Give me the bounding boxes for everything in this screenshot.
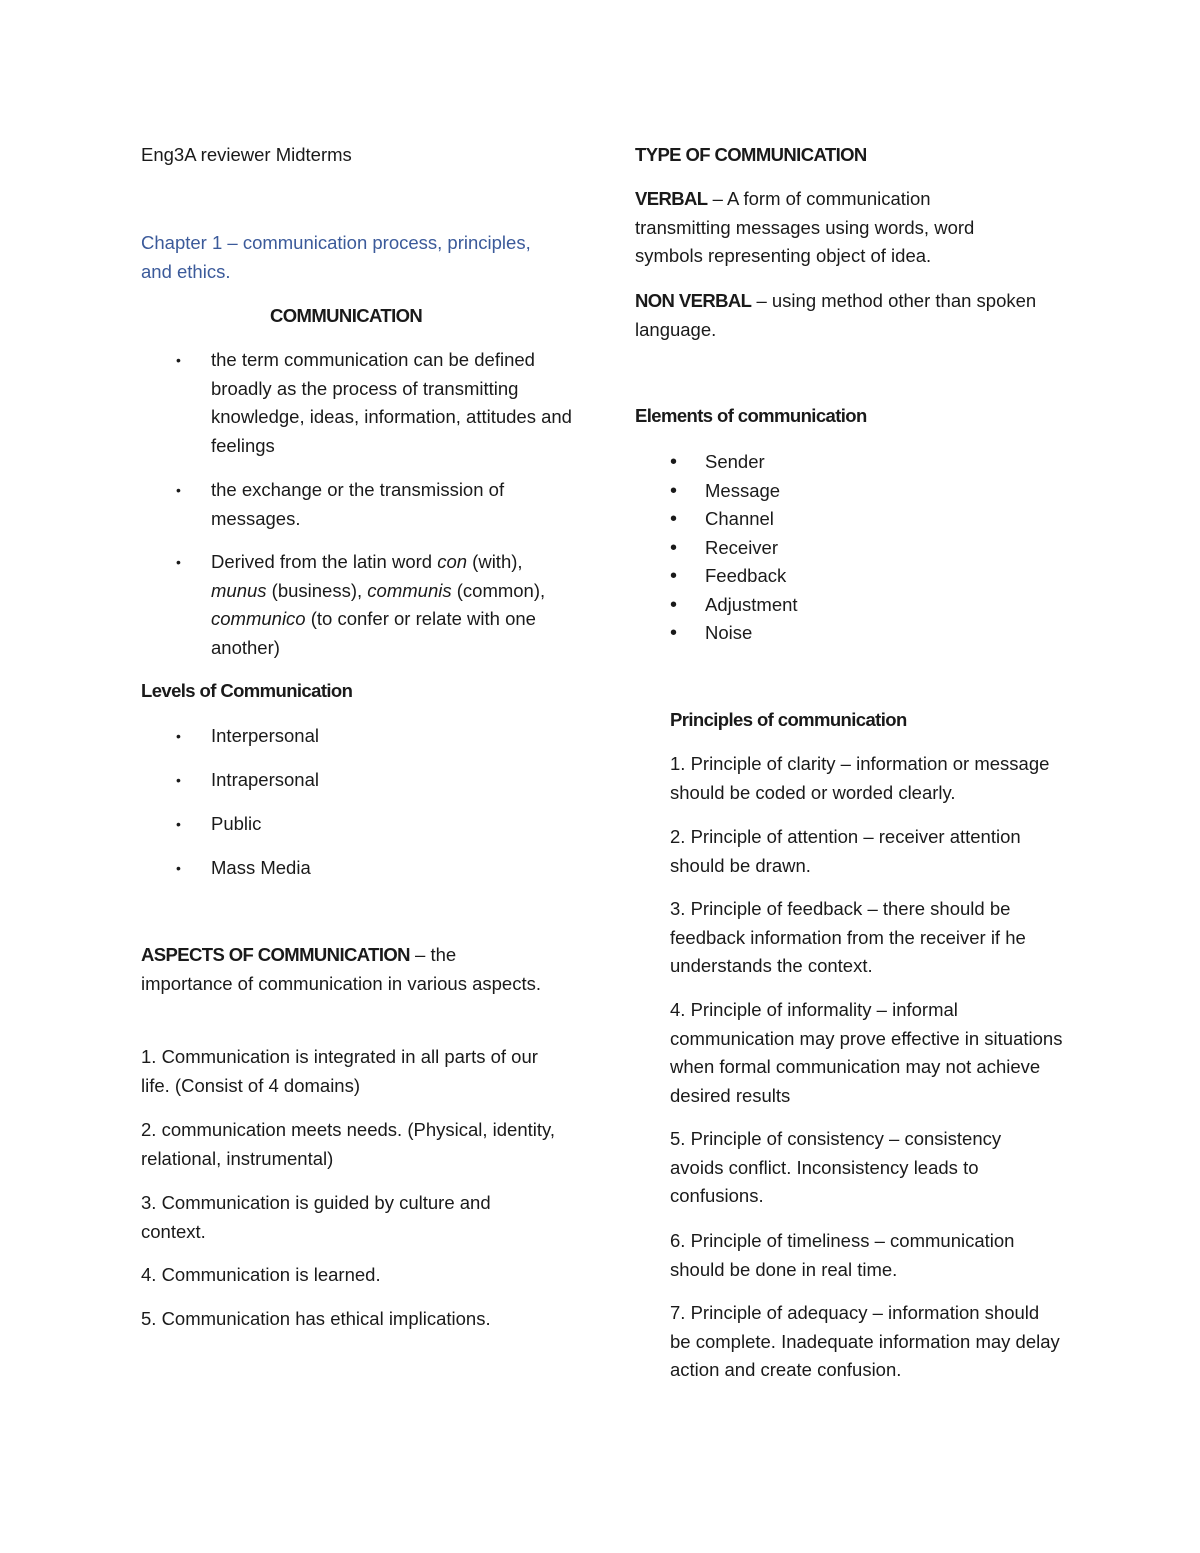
aspects-intro: ASPECTS OF COMMUNICATION – the importance of communication in various aspects. (141, 944, 541, 994)
communication-bullets-3 (141, 548, 581, 662)
bullet-icon: • (176, 860, 181, 876)
bullet-icon: • (670, 479, 678, 502)
list-item: • Sender (635, 448, 1075, 477)
list-item: • Interpersonal (141, 722, 571, 751)
aspect-item-3: 3. Communication is guided by culture and context. (141, 1192, 491, 1242)
principle-item-1: 1. Principle of clarity – information or message should be coded or worded clearly. (670, 753, 1050, 803)
principle-item-2: 2. Principle of attention – receiver attention should be drawn. (670, 826, 1021, 876)
aspect-item-1: 1. Communication is integrated in all parts of our life. (Consist of 4 domains) (141, 1046, 538, 1096)
list-item: • the exchange or the transmission of messages. (141, 476, 581, 533)
bullet-icon: • (176, 728, 181, 744)
principle-item-5: 5. Principle of consistency – consistency avoids conflict. Inconsistency leads to confusions. (670, 1128, 1002, 1206)
types-heading: TYPE OF COMMUNICATION (635, 144, 867, 165)
verbal-label: VERBAL (635, 188, 708, 209)
list-item: • Channel (635, 505, 1075, 534)
list-item: • Adjustment (635, 591, 1075, 620)
doc-title: Eng3A reviewer Midterms (141, 144, 352, 165)
chapter-heading: Chapter 1 – communication process, principles, and ethics. (141, 232, 531, 282)
principles-heading: Principles of communication (670, 709, 907, 730)
principle-item-7: 7. Principle of adequacy – information should be complete. Inadequate information may delay action and create confusion. (670, 1302, 1060, 1380)
list-item: • Public (141, 810, 571, 839)
list-item: • the term communication can be defined broadly as the process of transmitting knowledge, ideas, information, attitudes and feelings (141, 346, 581, 460)
list-item: • Noise (635, 619, 1075, 648)
communication-bullets-2 (141, 476, 581, 533)
bullet-icon: • (670, 451, 678, 473)
verbal-definition: VERBAL – A form of communication transmitting messages using words, word symbols representing object of idea. (635, 188, 975, 266)
list-item: • Derived from the latin word con (with), munus (business), communis (common), communico (to confer or relate with one another) (141, 548, 581, 662)
bullet-icon: • (176, 554, 181, 570)
list-item: • Mass Media (141, 854, 571, 883)
bullet-icon: • (670, 622, 678, 644)
list-item: • Receiver (635, 534, 1075, 563)
nonverbal-label: NON VERBAL (635, 290, 752, 311)
principle-item-3: 3. Principle of feedback – there should be feedback information from the receiver if he understands the context. (670, 898, 1026, 976)
aspect-item-5: 5. Communication has ethical implications. (141, 1308, 491, 1329)
bullet-icon: • (176, 816, 181, 832)
bullet-icon: • (670, 536, 678, 559)
bullet-icon: • (670, 508, 678, 530)
list-item: • Intrapersonal (141, 766, 571, 795)
list-item: • Feedback (635, 562, 1075, 591)
bullet-icon: • (176, 482, 181, 498)
bullet-icon: • (670, 565, 678, 587)
bullet-icon: • (176, 772, 181, 788)
bullet-icon: • (670, 593, 678, 616)
aspect-item-4: 4. Communication is learned. (141, 1264, 381, 1285)
bullet-icon: • (176, 352, 181, 368)
elements-list (635, 448, 1075, 648)
principle-item-6: 6. Principle of timeliness – communication should be done in real time. (670, 1230, 1015, 1280)
aspects-heading: ASPECTS OF COMMUNICATION (141, 944, 410, 965)
levels-heading: Levels of Communication (141, 680, 353, 701)
elements-heading: Elements of communication (635, 405, 867, 426)
communication-bullets (141, 346, 581, 460)
aspect-item-2: 2. communication meets needs. (Physical, identity, relational, instrumental) (141, 1119, 556, 1169)
list-item: • Message (635, 477, 1075, 506)
principle-item-4: 4. Principle of informality – informal communication may prove effective in situations when formal communication may not achieve desired results (670, 999, 1063, 1106)
communication-heading: COMMUNICATION (270, 305, 423, 326)
nonverbal-definition: NON VERBAL – using method other than spoken language. (635, 290, 1037, 340)
levels-list (141, 722, 571, 883)
